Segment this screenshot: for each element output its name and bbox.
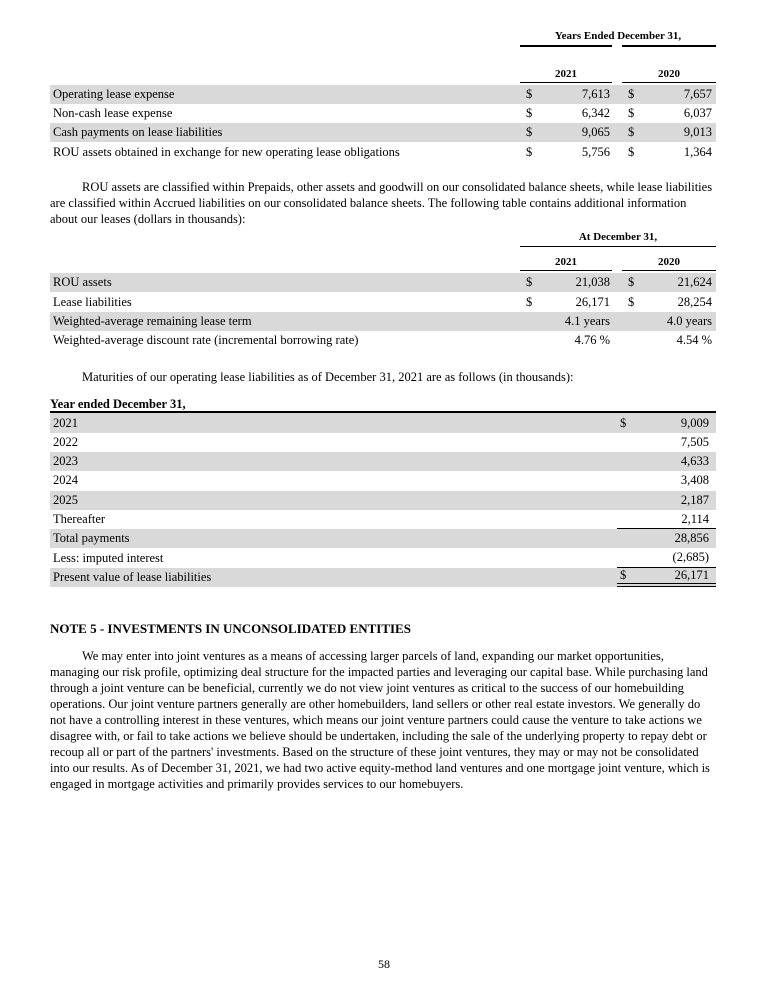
underline-segment — [622, 45, 716, 47]
year-header-row — [50, 252, 716, 271]
currency-symbol: $ — [620, 567, 627, 582]
value-2020: 9,013 — [683, 125, 712, 140]
currency-symbol: $ — [526, 144, 533, 159]
value-group-2020 — [622, 85, 716, 104]
value-2020: 4.0 years — [666, 313, 712, 328]
header-columns — [520, 30, 716, 47]
value-2021: 4.1 years — [564, 313, 610, 328]
value-2020: 6,037 — [683, 105, 712, 120]
row-label: 2023 — [53, 454, 78, 469]
row-label: 2024 — [53, 473, 78, 488]
value-2020: 1,364 — [683, 144, 712, 159]
row-label: 2025 — [53, 492, 78, 507]
table-row — [50, 529, 716, 548]
value-group-2021 — [520, 104, 612, 123]
value-group-2020 — [622, 292, 716, 311]
value-group-2021 — [520, 331, 612, 350]
currency-symbol: $ — [526, 105, 533, 120]
row-label: Cash payments on lease liabilities — [53, 125, 223, 140]
table-row — [50, 471, 716, 490]
row-label: ROU assets obtained in exchange for new operating lease obligations — [53, 144, 400, 159]
row-label: Thereafter — [53, 512, 106, 526]
value-2020: 28,254 — [677, 294, 712, 309]
row-value: 28,856 — [674, 531, 709, 546]
table-row — [50, 85, 716, 104]
row-label: 2021 — [53, 415, 78, 430]
table-row — [50, 123, 716, 142]
value-2021: 9,065 — [581, 125, 610, 140]
table-row — [50, 331, 716, 350]
row-label: Lease liabilities — [53, 294, 132, 309]
underline-segment — [520, 45, 612, 47]
table-row — [50, 312, 716, 331]
table-span-header — [50, 30, 716, 47]
column-gap — [612, 142, 622, 161]
value-group-2021 — [520, 273, 612, 292]
header-spacer — [50, 231, 520, 248]
value-2020: 4.54 % — [676, 333, 712, 348]
span-header-underline — [520, 45, 716, 47]
value-2021: 26,171 — [575, 294, 610, 309]
value-group-2021 — [520, 292, 612, 311]
currency-symbol: $ — [620, 415, 627, 430]
year-header-row — [50, 64, 716, 83]
currency-symbol: $ — [526, 86, 533, 101]
table-span-header — [50, 231, 716, 248]
value-group-2021 — [520, 312, 612, 331]
page-number: 58 — [378, 957, 390, 971]
value-2021: 6,342 — [581, 105, 610, 120]
value-group — [617, 491, 716, 510]
value-group-2020 — [622, 331, 716, 350]
row-value: 2,187 — [680, 492, 709, 507]
span-header-underline — [520, 246, 716, 248]
row-label: Less: imputed interest — [53, 550, 164, 565]
table-row — [50, 433, 716, 452]
table-row — [50, 510, 716, 529]
row-label: 2022 — [53, 434, 78, 449]
value-group — [617, 548, 716, 567]
value-group — [617, 452, 716, 471]
lease-expense-table — [50, 30, 716, 162]
currency-symbol: $ — [526, 275, 533, 290]
span-header-title: At December 31, — [578, 230, 658, 243]
lease-info-table — [50, 231, 716, 351]
row-label: ROU assets — [53, 275, 112, 290]
year-column-2021: 2021 — [520, 256, 612, 271]
year-column-2021: 2021 — [520, 68, 612, 83]
column-gap — [612, 85, 622, 104]
row-value: 26,171 — [674, 567, 709, 582]
column-gap — [612, 273, 622, 292]
currency-symbol: $ — [628, 275, 635, 290]
table-row — [50, 568, 716, 587]
table-row — [50, 452, 716, 471]
currency-symbol: $ — [526, 294, 533, 309]
row-label: Non-cash lease expense — [53, 105, 173, 120]
value-group-2020 — [622, 104, 716, 123]
column-gap — [612, 312, 622, 331]
value-group — [617, 413, 716, 432]
table-row — [50, 491, 716, 510]
underline-gap — [612, 45, 622, 47]
value-2021: 7,613 — [581, 86, 610, 101]
value-group — [617, 529, 716, 548]
value-group — [617, 510, 716, 529]
currency-symbol: $ — [628, 105, 635, 120]
currency-symbol: $ — [526, 125, 533, 140]
row-value: 7,505 — [680, 434, 709, 449]
row-value: 4,633 — [680, 454, 709, 469]
column-gap — [612, 331, 622, 350]
table-row — [50, 142, 716, 161]
value-group-2020 — [622, 312, 716, 331]
value-2021: 5,756 — [581, 144, 610, 159]
table-row — [50, 273, 716, 292]
maturities-table — [50, 396, 716, 587]
value-2020: 21,624 — [677, 275, 712, 290]
value-group-2020 — [622, 123, 716, 142]
row-value: 9,009 — [680, 415, 709, 430]
value-2021: 21,038 — [575, 275, 610, 290]
value-group — [617, 568, 716, 587]
note5-heading: NOTE 5 - INVESTMENTS IN UNCONSOLIDATED ENTITIES — [50, 621, 411, 637]
row-value: 2,114 — [681, 511, 709, 526]
row-label: Weighted-average remaining lease term — [53, 313, 252, 328]
row-label: Weighted-average discount rate (incremental borrowing rate) — [53, 333, 359, 348]
value-2021: 4.76 % — [574, 333, 610, 348]
column-gap — [612, 292, 622, 311]
paragraph-rou-classification: ROU assets are classified within Prepaids, other assets and goodwill on our consolidated balance sheets, while lease liabilities are classified within Accrued liabilities on our consolidated balance sheets. The following table contains additional information about our leases (dollars in thousands): — [50, 179, 713, 226]
value-group-2020 — [622, 273, 716, 292]
row-value: 3,408 — [680, 473, 709, 488]
header-spacer — [50, 30, 520, 47]
row-label: Operating lease expense — [53, 86, 175, 101]
column-gap — [612, 104, 622, 123]
maturities-table-header: Year ended December 31, — [50, 396, 716, 413]
year-column-2020: 2020 — [622, 256, 716, 271]
value-group-2021 — [520, 142, 612, 161]
currency-symbol: $ — [628, 294, 635, 309]
currency-symbol: $ — [628, 86, 635, 101]
value-group-2021 — [520, 85, 612, 104]
note5-paragraph: We may enter into joint ventures as a means of accessing larger parcels of land, expanding our market opportunities, managing our risk profile, optimizing deal structure for the impacted parties and leveraging our capital base. While purchasing land through a joint venture can be beneficial, currently we do not view joint ventures as critical to the success of our homebuilding operations. Our joint venture partners generally are other homebuilders, land sellers or other real estate investors. We generally do not have a controlling interest in these ventures, which means our joint venture partners could cause the venture to take actions we disagree with, or fail to take actions we believe should be undertaken, including the sale of the underlying property to repay debt or recoup all or part of the partners' investments. Based on the structure of these joint ventures, they may or may not be consolidated into our results. As of December 31, 2021, we had two active equity-method land ventures and one mortgage joint venture, which is engaged in mortgage activities and primarily provides services to our homebuyers. — [50, 649, 710, 792]
column-gap — [612, 123, 622, 142]
row-label: Present value of lease liabilities — [53, 569, 212, 584]
value-group-2021 — [520, 123, 612, 142]
table-row — [50, 104, 716, 123]
span-header-title: Years Ended December 31, — [554, 30, 682, 42]
currency-symbol: $ — [628, 125, 635, 140]
value-group-2020 — [622, 142, 716, 161]
currency-symbol: $ — [628, 144, 635, 159]
table-row — [50, 413, 716, 432]
table-row — [50, 548, 716, 567]
row-label: Total payments — [53, 531, 130, 546]
row-value: (2,685) — [672, 550, 709, 565]
value-group — [617, 471, 716, 490]
year-column-2020: 2020 — [622, 68, 716, 83]
table-row — [50, 292, 716, 311]
value-group — [617, 433, 716, 452]
paragraph-maturities-intro: Maturities of our operating lease liabilities as of December 31, 2021 are as follows (in thousands): — [82, 370, 574, 385]
header-columns — [520, 231, 716, 248]
value-2020: 7,657 — [683, 86, 712, 101]
